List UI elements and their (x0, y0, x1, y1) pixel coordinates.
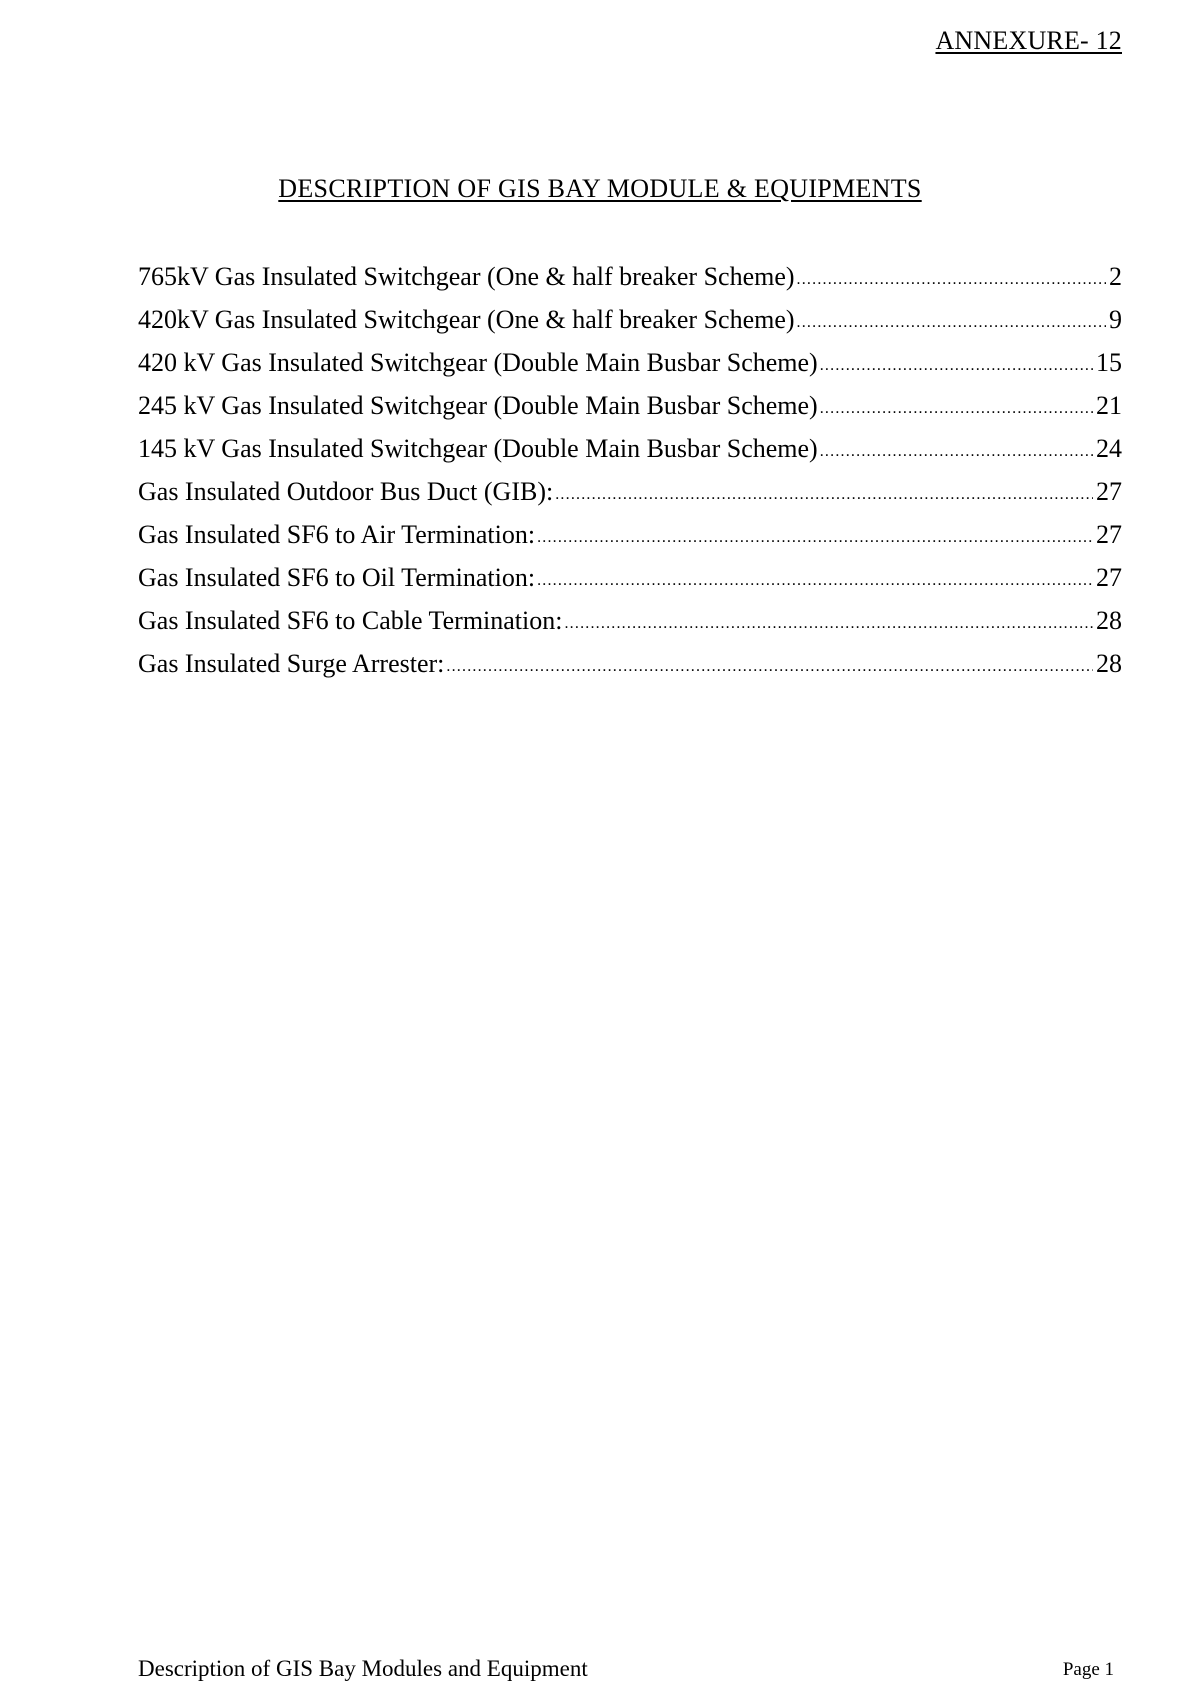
footer-document-title: Description of GIS Bay Modules and Equipment (138, 1656, 588, 1681)
toc-entry[interactable] (138, 606, 1122, 649)
footer-page-number: Page 1 (1062, 1659, 1114, 1680)
toc-dot-leader (820, 347, 1093, 377)
toc-entry[interactable] (138, 477, 1122, 520)
toc-page-number: 28 (1096, 606, 1122, 635)
toc-entry-title: 765kV Gas Insulated Switchgear (One & half breaker Scheme) (138, 262, 795, 291)
toc-page-number: 27 (1096, 563, 1122, 592)
toc-dot-leader (820, 433, 1093, 463)
toc-entry-title: Gas Insulated Surge Arrester: (138, 649, 445, 678)
toc-dot-leader (446, 648, 1093, 678)
table-of-contents (138, 262, 1122, 692)
toc-page-number: 9 (1109, 305, 1122, 334)
toc-dot-leader (797, 261, 1106, 291)
toc-dot-leader (555, 476, 1093, 506)
toc-dot-leader (820, 390, 1093, 420)
toc-entry[interactable] (138, 649, 1122, 692)
toc-entry[interactable] (138, 262, 1122, 305)
toc-entry[interactable] (138, 391, 1122, 434)
toc-entry[interactable] (138, 563, 1122, 606)
toc-entry-title: 145 kV Gas Insulated Switchgear (Double Main Busbar Scheme) (138, 434, 818, 463)
toc-dot-leader (797, 304, 1106, 334)
toc-dot-leader (537, 519, 1093, 549)
annexure-label: ANNEXURE- 12 (935, 26, 1122, 55)
toc-entry-title: Gas Insulated SF6 to Cable Termination: (138, 606, 563, 635)
toc-entry[interactable] (138, 520, 1122, 563)
toc-entry[interactable] (138, 305, 1122, 348)
toc-entry-title: 245 kV Gas Insulated Switchgear (Double Main Busbar Scheme) (138, 391, 818, 420)
toc-entry-title: Gas Insulated SF6 to Air Termination: (138, 520, 536, 549)
toc-entry-title: Gas Insulated SF6 to Oil Termination: (138, 563, 536, 592)
toc-page-number: 15 (1096, 348, 1122, 377)
toc-entry-title: Gas Insulated Outdoor Bus Duct (GIB): (138, 477, 554, 506)
toc-entry[interactable] (138, 348, 1122, 391)
toc-page-number: 27 (1096, 477, 1122, 506)
toc-entry-title: 420kV Gas Insulated Switchgear (One & half breaker Scheme) (138, 305, 795, 334)
toc-dot-leader (564, 605, 1093, 635)
toc-page-number: 24 (1096, 434, 1122, 463)
page-title: DESCRIPTION OF GIS BAY MODULE & EQUIPMENTS (278, 174, 922, 203)
toc-entry-title: 420 kV Gas Insulated Switchgear (Double Main Busbar Scheme) (138, 348, 818, 377)
toc-dot-leader (537, 562, 1093, 592)
toc-entry[interactable] (138, 434, 1122, 477)
toc-page-number: 21 (1096, 391, 1122, 420)
toc-page-number: 27 (1096, 520, 1122, 549)
toc-page-number: 2 (1109, 262, 1122, 291)
toc-page-number: 28 (1096, 649, 1122, 678)
